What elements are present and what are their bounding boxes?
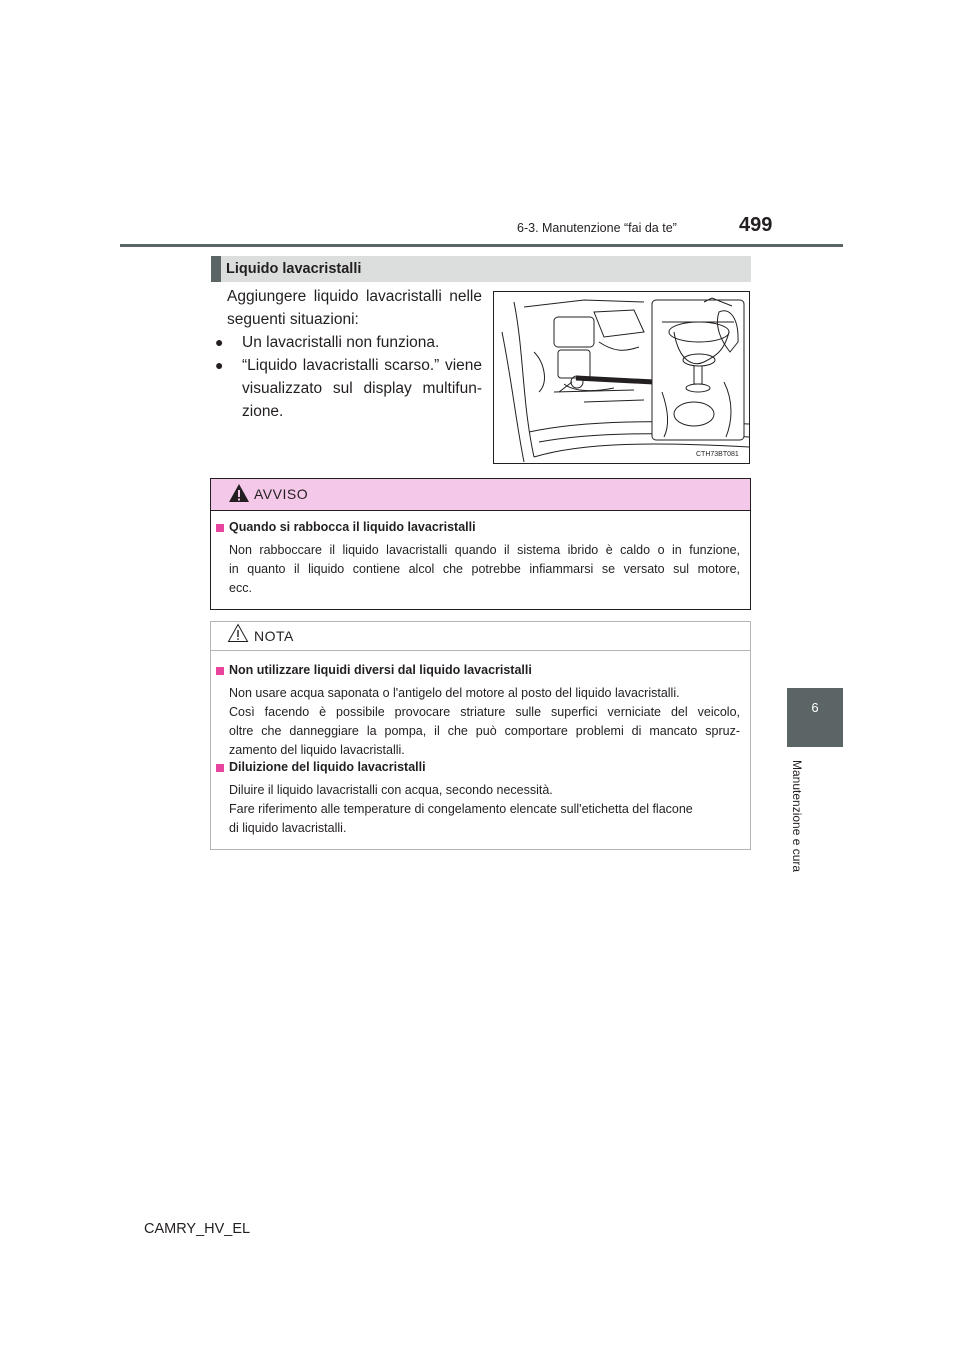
note-item-body — [229, 684, 740, 760]
warning-title: AVVISO — [254, 486, 309, 502]
bullet-line: “Liquido lavacristalli scarso.” viene — [242, 357, 482, 374]
bullet-dot-icon: ● — [215, 334, 224, 350]
warning-line: Non rabboccare il liquido lavacristalli quando il sistema ibrido è caldo o in funzione, — [229, 543, 740, 557]
note-line: zamento del liquido lavacristalli. — [229, 743, 405, 757]
engine-bay-illustration — [493, 291, 750, 464]
note-line: Non usare acqua saponata o l'antigelo del motore al posto del liquido lavacristalli. — [229, 686, 680, 700]
square-marker-icon — [216, 524, 224, 532]
illustration-code: CTH73BT081 — [696, 451, 739, 458]
note-line: oltre che danneggiare la pompa, il che può comportare problemi di mancato spruz- — [229, 724, 740, 738]
bullet-line: visualizzato sul display multifun- — [242, 380, 482, 397]
section-intro — [227, 285, 482, 331]
warning-triangle-icon — [228, 483, 250, 508]
washer-fluid-refill-drawing — [494, 292, 749, 463]
warning-item-heading: Quando si rabbocca il liquido lavacristalli — [229, 520, 476, 534]
chapter-number: 6 — [811, 700, 819, 715]
note-line: Diluire il liquido lavacristalli con acqua, secondo necessità. — [229, 783, 553, 797]
note-line: Fare riferimento alle temperature di congelamento elencate sull'etichetta del flacone — [229, 802, 693, 816]
square-marker-icon — [216, 764, 224, 772]
header-divider — [120, 244, 843, 247]
note-line: di liquido lavacristalli. — [229, 821, 347, 835]
note-item-heading: Diluizione del liquido lavacristalli — [229, 760, 426, 774]
warning-line: ecc. — [229, 581, 252, 595]
header-section-title: 6-3. Manutenzione “fai da te” — [517, 221, 677, 235]
note-title: NOTA — [254, 628, 294, 644]
square-marker-icon — [216, 667, 224, 675]
chapter-label: Manutenzione e cura — [790, 760, 804, 873]
bullet-line: zione. — [242, 403, 284, 420]
intro-line: seguenti situazioni: — [227, 311, 359, 328]
note-item-body — [229, 781, 740, 838]
bullet-line: Un lavacristalli non funziona. — [242, 334, 440, 351]
note-line: Così facendo è possibile provocare striature sulle superfici verniciate del veicolo, — [229, 705, 740, 719]
chapter-tab — [787, 688, 843, 747]
caution-triangle-icon — [227, 623, 249, 648]
model-code: CAMRY_HV_EL — [144, 1221, 251, 1237]
warning-line: in quanto il liquido contiene alcol che potrebbe infiammarsi se versato sul motore, — [229, 562, 740, 576]
section-title: Liquido lavacristalli — [226, 261, 362, 277]
note-item-heading: Non utilizzare liquidi diversi dal liquido lavacristalli — [229, 663, 532, 677]
section-title-accent — [211, 256, 221, 282]
warning-item-body — [229, 541, 740, 598]
intro-line: Aggiungere liquido lavacristalli nelle — [227, 288, 482, 305]
page-number: 499 — [739, 214, 773, 236]
bullet-dot-icon: ● — [215, 357, 224, 373]
